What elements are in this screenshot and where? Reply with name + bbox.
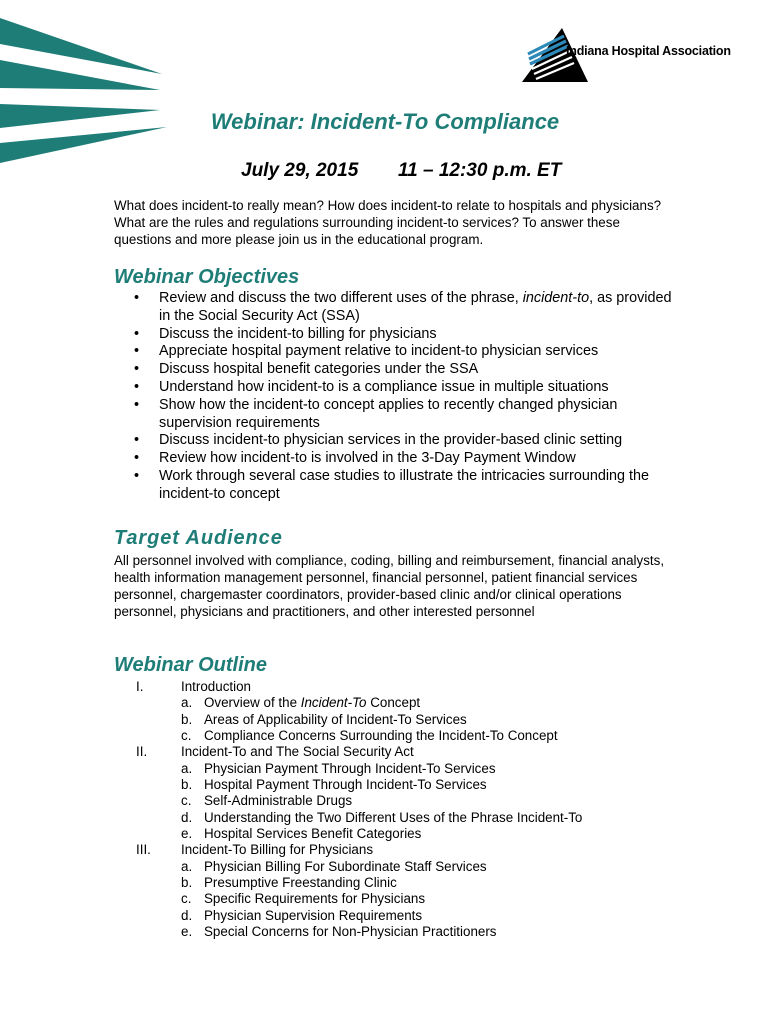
outline-item	[114, 875, 674, 891]
item-label	[204, 728, 558, 744]
outline-heading: Webinar Outline	[114, 654, 267, 676]
item-label	[204, 924, 497, 940]
item-text: Self-Administrable Drugs	[204, 793, 353, 809]
objective-item	[114, 326, 674, 344]
item-letter: c.	[181, 728, 192, 744]
logo-text: Indiana Hospital Association	[566, 44, 731, 58]
item-letter: d.	[181, 809, 193, 825]
bullet-icon: •	[134, 467, 140, 484]
outline-list	[114, 679, 674, 941]
item-letter: b.	[181, 777, 193, 793]
outline-item	[114, 891, 674, 907]
item-text: Concept	[366, 695, 421, 711]
objective-text: Appreciate hospital payment relative to incident-to physician services	[159, 343, 599, 360]
item-text: Special Concerns for Non-Physician Practitioners	[204, 924, 497, 940]
item-label	[204, 826, 421, 842]
item-letter: a.	[181, 695, 193, 711]
item-text: Physician Payment Through Incident-To Services	[204, 760, 496, 776]
objective-item	[114, 432, 674, 450]
objective-text: Discuss hospital benefit categories under the SSA	[159, 361, 479, 378]
objective-text: , as provided in the Social Security Act (SSA)	[159, 290, 672, 324]
section-numeral: II.	[136, 744, 148, 760]
outline-item	[114, 712, 674, 728]
item-emphasis: Incident-To	[300, 695, 367, 711]
item-text: Physician Supervision Requirements	[204, 907, 423, 923]
audience-paragraph: All personnel involved with compliance, coding, billing and reimbursement, financial analysts, health information management personnel, financial personnel, patient financial services personnel, chargemaster coordinators, provider-based clinic and/or clinical operations personnel, physicians and practitioners, and other interested personnel	[114, 553, 665, 619]
objective-item	[114, 361, 674, 379]
intro-paragraph: What does incident-to really mean? How does incident-to relate to hospitals and physicians? What are the rules and regulations surrounding incident-to services? To answer these questions and more please join us in the educational program.	[114, 198, 662, 247]
item-label	[204, 908, 422, 924]
item-label	[204, 761, 496, 777]
item-letter: d.	[181, 907, 193, 923]
item-text: Areas of Applicability of Incident-To Services	[204, 711, 467, 727]
item-letter: c.	[181, 793, 192, 809]
section-numeral: I.	[136, 679, 144, 694]
item-text: Hospital Payment Through Incident-To Services	[204, 777, 487, 793]
objective-text: Work through several case studies to illustrate the intricacies surrounding the incident-to concept	[159, 467, 650, 502]
bullet-icon: •	[134, 450, 140, 467]
objectives-heading: Webinar Objectives	[114, 266, 300, 288]
objective-text: Understand how incident-to is a compliance issue in multiple situations	[159, 378, 609, 395]
item-text: Understanding the Two Different Uses of the Phrase Incident-To	[204, 809, 583, 825]
item-label	[204, 875, 397, 891]
audience-heading: Target Audience	[114, 527, 283, 549]
section-numeral: III.	[136, 842, 151, 858]
item-letter: e.	[181, 924, 193, 940]
event-time: 11 – 12:30 p.m. ET	[398, 160, 562, 181]
item-label	[204, 793, 352, 809]
objective-item	[114, 343, 674, 361]
outline-section	[114, 744, 674, 760]
bullet-icon: •	[134, 432, 140, 449]
section-label: Introduction	[181, 679, 251, 694]
item-letter: c.	[181, 891, 192, 907]
bullet-icon: •	[134, 396, 140, 413]
objective-item	[114, 379, 674, 397]
outline-item	[114, 777, 674, 793]
item-label	[204, 695, 420, 711]
objective-text: Discuss the incident-to billing for physicians	[159, 325, 437, 342]
bullet-icon: •	[134, 378, 140, 395]
item-text: Specific Requirements for Physicians	[204, 891, 426, 907]
objective-text: Show how the incident-to concept applies to recently changed physician supervision requirements	[159, 396, 618, 431]
outline-item	[114, 810, 674, 826]
outline-item	[114, 908, 674, 924]
section-label: Incident-To Billing for Physicians	[181, 842, 374, 858]
objective-text: Review how incident-to is involved in the 3-Day Payment Window	[159, 450, 576, 467]
item-letter: e.	[181, 826, 193, 842]
section-label: Incident-To and The Social Security Act	[181, 744, 414, 760]
bullet-icon: •	[134, 290, 140, 306]
outline-item	[114, 761, 674, 777]
objective-text: Review and discuss the two different uses of the phrase,	[159, 290, 523, 306]
item-label	[204, 810, 582, 826]
item-label	[204, 859, 487, 875]
header-decoration	[0, 0, 175, 170]
item-text: Compliance Concerns Surrounding the Incident-To Concept	[204, 728, 558, 744]
item-letter: a.	[181, 760, 193, 776]
objective-text: Discuss incident-to physician services in the provider-based clinic setting	[159, 432, 623, 449]
item-label	[204, 712, 467, 728]
objective-item	[114, 450, 674, 468]
objective-item	[114, 397, 674, 433]
item-text: Presumptive Freestanding Clinic	[204, 875, 397, 891]
outline-item	[114, 695, 674, 711]
outline-item	[114, 924, 674, 940]
item-letter: b.	[181, 875, 193, 891]
bullet-icon: •	[134, 325, 140, 342]
item-label	[204, 891, 425, 907]
outline-item	[114, 826, 674, 842]
event-date: July 29, 2015	[241, 160, 359, 181]
item-text: Overview of the	[204, 695, 301, 711]
outline-section	[114, 842, 674, 858]
objective-item	[114, 290, 674, 326]
page-title: Webinar: Incident-To Compliance	[210, 109, 560, 134]
item-label	[204, 777, 487, 793]
item-text: Physician Billing For Subordinate Staff Services	[204, 858, 487, 874]
objectives-list	[114, 290, 674, 504]
outline-item	[114, 859, 674, 875]
outline-section	[114, 679, 674, 695]
outline-item	[114, 728, 674, 744]
objective-item	[114, 468, 674, 504]
item-letter: b.	[181, 711, 193, 727]
item-text: Hospital Services Benefit Categories	[204, 826, 422, 842]
outline-item	[114, 793, 674, 809]
objective-emphasis: incident-to	[522, 290, 590, 306]
item-letter: a.	[181, 858, 193, 874]
bullet-icon: •	[134, 343, 140, 360]
bullet-icon: •	[134, 361, 140, 378]
